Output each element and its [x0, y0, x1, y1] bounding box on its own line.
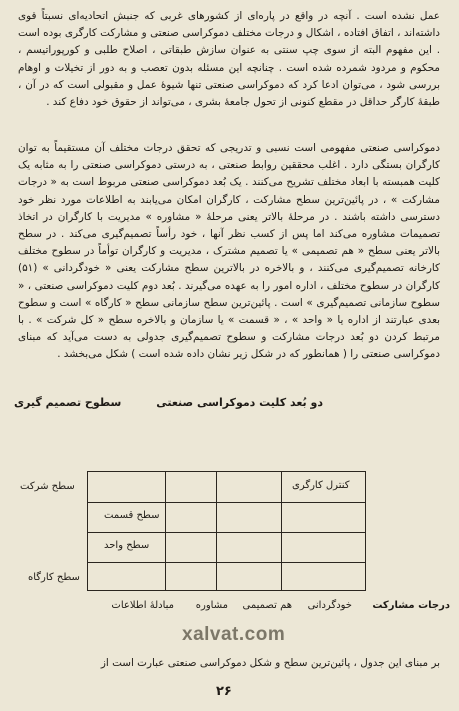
axis-item-information-exchange: مبادلهٔ اطلاعات: [111, 600, 174, 611]
axis-item-codetermination: هم تصمیمی: [242, 600, 292, 611]
diagram-title: دو بُعد کلیت دموکراسی صنعتی: [156, 396, 323, 409]
grid-divider: [216, 472, 217, 590]
level-unit: سطح واحد: [104, 540, 150, 551]
grid-divider: [88, 562, 365, 563]
diagram-levels-title: سطوح تصمیم گیری: [14, 396, 122, 409]
grid-divider: [281, 472, 282, 590]
grid-divider: [88, 532, 365, 533]
participation-axis: [40, 600, 450, 616]
page-number: ۲۶: [216, 684, 232, 699]
level-company: سطح شرکت: [20, 481, 75, 492]
axis-title: درجات مشارکت: [372, 600, 450, 611]
level-division: سطح قسمت: [104, 510, 160, 521]
workers-control-label: کنترل کارگری: [292, 480, 350, 491]
paragraph-dimensions: دموکراسی صنعتی مفهومی است نسبی و تدریجی که تحقق درجات مختلف آن مستقیماً به توان کارگران بستگی دارد . اغلب محققین روابط صنعتی ، به درستی دموکراسی صنعتی را به مثابه یک کلیت همبسته با ابعاد مختلف تشریح می‌کنند . یک بُعد دموکراسی صنعتی مربوط است به « درجات مشارکت » ، در پائین‌ترین سطح مشارکت ، کارگران امکان می‌یابند به اطلاعات مورد نظر خود دسترسی داشته باشند . در مرحلهٔ بالاتر یعنی مرحلهٔ « مشاوره » مدیریت با کارگران در اتخاذ تصمیمات مشاوره می‌کند اما پس از کسب نظر آنها ، خود رأساً تصمیم‌گیری می‌کند . در سطح بالاتر یعنی سطح « هم تصمیمی » یا تصمیم مشترک ، مدیریت و کارگران توأماً در سطوح مختلف کارخانه تصمیم‌گیری می‌کنند ، و بالاخره در بالاترین سطح مشارکت یعنی « خودگردانی » (۵۱) کارگران در سطوح مختلف ، اداره امور را به عهده می‌گیرند . بُعد دوم کلیت دموکراسی صنعتی ، « سطوح سازمانی تصمیم‌گیری » است . پائین‌ترین سطح سازمانی سطح « کارگاه » است و سطوح بعدی عبارتند از اداره یا « واحد » ، « قسمت » یا سازمان و بالاخره سطح « کل شرکت » . با مرتبط کردن دو بُعد درجات مشارکت و سطوح تصمیم‌گیری جدولی به دست می‌آید که مبنای دموکراسی صنعتی را ( همانطور که در شکل زیر نشان داده شده است ) شکل می‌بخشد .: [18, 142, 440, 361]
axis-item-consultation: مشاوره: [195, 600, 228, 611]
paragraph-intro: عمل نشده است . آنچه در واقع در پاره‌ای از کشورهای غربی که جنبش اتحادیه‌ای نسبتاً قوی داشته‌اند ، اتفاق افتاده ، اشکال و درجات مختلف دموکراسی صنعتی و مشارکت کارگری بوده است . این مفهوم البته از سوی چپ سنتی به عنوان سازش طبقاتی ، اصلاح طلبی و کورپوراتیسم ، محکوم و مردود شمرده شده است . چنانچه این مسئله بدون تعصب و به دور از تخیلات و اوهام بررسی شود ، می‌توان ادعا کرد که دموکراسی صنعتی تنها شیوهٔ عمل و مقبولی است که در آن ، طبقهٔ کارگر حداقل در مقطع کنونی از تحول جامعهٔ بشری ، می‌تواند از حقوق خود دفاع کند .: [18, 10, 440, 109]
watermark: xalvat.com: [182, 624, 286, 645]
level-workshop: سطح کارگاه: [28, 572, 80, 583]
grid-divider: [88, 502, 365, 503]
paragraph-conclusion: بر مبنای این جدول ، پائین‌ترین سطح و شکل دموکراسی صنعتی عبارت است از: [100, 657, 440, 669]
grid-divider: [165, 472, 166, 590]
participation-grid: [87, 471, 366, 591]
axis-item-self-management: خودگردانی: [307, 600, 352, 611]
